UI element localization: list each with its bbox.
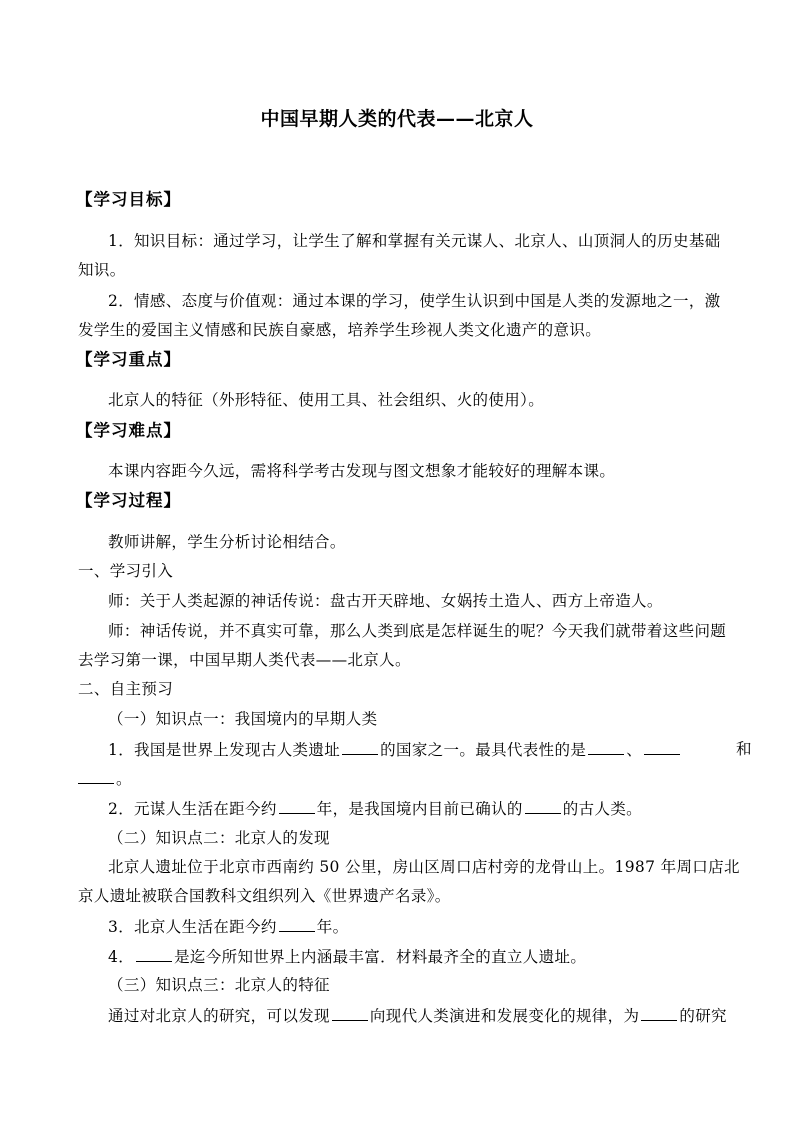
goal-1-line-1: 1．知识目标：通过学习，让学生了解和掌握有关元谋人、北京人、山顶洞人的历史基础	[108, 232, 721, 250]
section-heading-key-points: 【学习重点】	[76, 350, 181, 369]
knowledge-point-3-heading: （三）知识点三：北京人的特征	[108, 976, 330, 994]
question-4-text-a: 4．	[108, 948, 135, 966]
section-heading-difficulties: 【学习难点】	[76, 421, 181, 440]
question-3	[108, 916, 758, 937]
answer-blank[interactable]	[641, 1005, 677, 1021]
question-1-line-2	[78, 768, 728, 789]
question-1-text-e: 。	[116, 770, 132, 788]
question-3-text-a: 3．北京人生活在距今约	[108, 918, 277, 936]
part-2-heading: 二、自主预习	[78, 680, 174, 698]
answer-blank[interactable]	[342, 739, 378, 755]
answer-blank[interactable]	[644, 739, 680, 755]
section-heading-process: 【学习过程】	[76, 491, 181, 510]
answer-blank[interactable]	[279, 916, 315, 932]
knowledge-point-3-text-line-1	[108, 1005, 758, 1026]
question-4-text-b: 是迄今所知世界上内涵最丰富．材料最齐全的直立人遗址。	[174, 948, 587, 966]
answer-blank[interactable]	[78, 768, 114, 784]
goal-2-line-2: 发学生的爱国主义情感和民族自豪感，培养学生珍视人类文化遗产的意识。	[78, 321, 602, 339]
question-1-text-b: 的国家之一。最具代表性的是	[380, 741, 587, 759]
knowledge-point-2-text-line-1: 北京人遗址位于北京市西南约 50 公里，房山区周口店村旁的龙骨山上。1987 年周口店北	[108, 858, 740, 876]
answer-blank[interactable]	[525, 798, 561, 814]
knowledge-point-2-heading: （二）知识点二：北京人的发现	[108, 829, 330, 847]
answer-blank[interactable]	[332, 1005, 368, 1021]
question-1-line-1	[108, 739, 758, 760]
document-title: 中国早期人类的代表——北京人	[260, 108, 534, 130]
question-1-text-a: 1．我国是世界上发现古人类遗址	[108, 741, 341, 759]
difficulties-text: 本课内容距今久远，需将科学考古发现与图文想象才能较好的理解本课。	[108, 462, 616, 480]
answer-blank[interactable]	[279, 798, 315, 814]
kp3-text-a: 通过对北京人的研究，可以发现	[108, 1007, 330, 1025]
part-1-heading: 一、学习引入	[78, 562, 174, 580]
question-2-text-b: 年，是我国境内目前已确认的	[316, 800, 523, 818]
question-2-text-a: 2．元谋人生活在距今约	[108, 800, 277, 818]
teacher-line-1: 师：关于人类起源的神话传说：盘古开天辟地、女娲抟土造人、西方上帝造人。	[108, 592, 663, 610]
question-3-text-b: 年。	[316, 918, 349, 936]
question-4	[108, 946, 758, 967]
answer-blank[interactable]	[588, 739, 624, 755]
section-heading-goals: 【学习目标】	[76, 190, 181, 209]
teacher-line-2b: 去学习第一课，中国早期人类代表——北京人。	[78, 651, 411, 669]
process-text: 教师讲解，学生分析讨论相结合。	[108, 533, 346, 551]
knowledge-point-2-text-line-2: 京人遗址被联合国教科文组织列入《世界遗产名录》。	[78, 887, 451, 905]
question-1-text-c: 、	[626, 741, 643, 759]
goal-2-line-1: 2．情感、态度与价值观：通过本课的学习，使学生认识到中国是人类的发源地之一，激	[108, 292, 721, 310]
question-1-text-d: 和	[736, 740, 752, 758]
key-points-text: 北京人的特征（外形特征、使用工具、社会组织、火的使用）。	[108, 391, 545, 409]
kp3-text-b: 向现代人类演进和发展变化的规律，为	[369, 1007, 640, 1025]
question-2-text-c: 的古人类。	[562, 800, 643, 818]
goal-1-line-2: 知识。	[78, 261, 126, 279]
kp3-text-c: 的研究	[679, 1007, 727, 1025]
answer-blank[interactable]	[136, 946, 172, 962]
knowledge-point-1-heading: （一）知识点一：我国境内的早期人类	[108, 710, 378, 728]
question-2	[108, 798, 758, 819]
teacher-line-2a: 师：神话传说，并不真实可靠，那么人类到底是怎样诞生的呢？今天我们就带着这些问题	[108, 622, 727, 640]
